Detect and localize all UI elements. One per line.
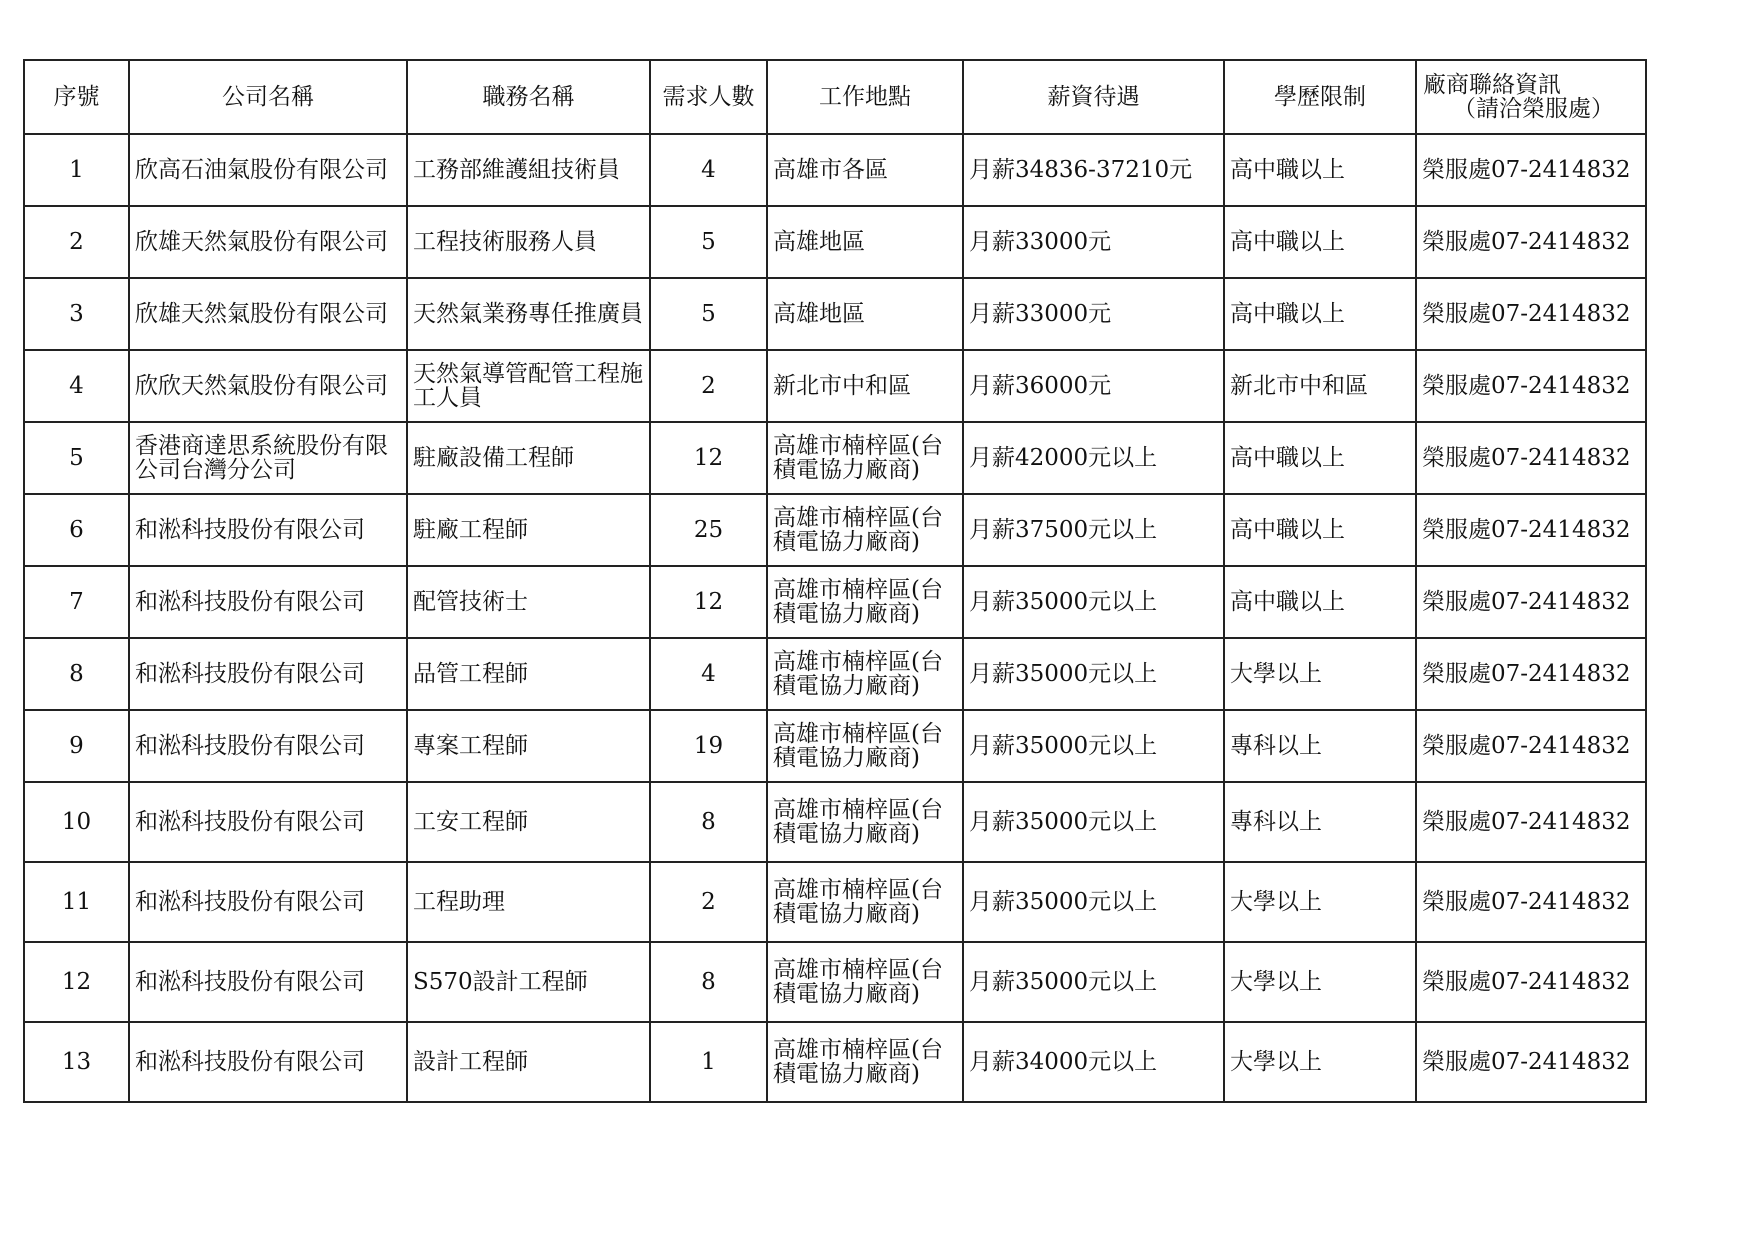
cell-title bbox=[407, 278, 650, 350]
cell-location bbox=[767, 638, 963, 710]
cell-contact-text: 榮服處07-2414832 bbox=[1422, 888, 1631, 915]
cell-title bbox=[407, 566, 650, 638]
cell-location bbox=[767, 566, 963, 638]
cell-location bbox=[767, 134, 963, 206]
cell-no-text: 10 bbox=[61, 808, 92, 835]
cell-location-text: 高雄市楠梓區(台積電協力廠商) bbox=[773, 796, 943, 847]
job-listing-table bbox=[23, 59, 1647, 1103]
cell-title bbox=[407, 862, 650, 942]
cell-contact bbox=[1416, 494, 1646, 566]
cell-count bbox=[650, 278, 767, 350]
cell-contact bbox=[1416, 862, 1646, 942]
cell-contact bbox=[1416, 710, 1646, 782]
cell-education-text: 大學以上 bbox=[1230, 660, 1322, 687]
table-row bbox=[24, 494, 1646, 566]
cell-contact bbox=[1416, 942, 1646, 1022]
cell-title bbox=[407, 494, 650, 566]
cell-contact bbox=[1416, 782, 1646, 862]
cell-company bbox=[129, 566, 407, 638]
cell-education bbox=[1224, 566, 1416, 638]
cell-education-text: 大學以上 bbox=[1230, 1048, 1322, 1075]
cell-no bbox=[24, 494, 129, 566]
cell-location-text: 高雄市楠梓區(台積電協力廠商) bbox=[773, 504, 943, 555]
cell-location bbox=[767, 862, 963, 942]
cell-no bbox=[24, 206, 129, 278]
cell-education bbox=[1224, 278, 1416, 350]
cell-salary bbox=[963, 1022, 1224, 1102]
cell-education-text: 大學以上 bbox=[1230, 888, 1322, 915]
cell-contact bbox=[1416, 134, 1646, 206]
cell-company-text: 和淞科技股份有限公司 bbox=[135, 1048, 365, 1075]
cell-count-text: 4 bbox=[701, 156, 716, 183]
cell-location bbox=[767, 206, 963, 278]
cell-salary bbox=[963, 494, 1224, 566]
cell-no bbox=[24, 782, 129, 862]
table-row bbox=[24, 422, 1646, 494]
table-row bbox=[24, 638, 1646, 710]
cell-no-text: 1 bbox=[69, 156, 84, 183]
cell-location bbox=[767, 710, 963, 782]
header-contact bbox=[1416, 60, 1646, 134]
cell-salary bbox=[963, 422, 1224, 494]
cell-contact bbox=[1416, 1022, 1646, 1102]
cell-count bbox=[650, 638, 767, 710]
cell-education-text: 高中職以上 bbox=[1230, 228, 1345, 255]
table-row bbox=[24, 134, 1646, 206]
cell-title bbox=[407, 206, 650, 278]
cell-salary bbox=[963, 942, 1224, 1022]
cell-location-text: 高雄地區 bbox=[773, 228, 865, 255]
cell-contact bbox=[1416, 278, 1646, 350]
table-row bbox=[24, 1022, 1646, 1102]
cell-contact-text: 榮服處07-2414832 bbox=[1422, 300, 1631, 327]
cell-contact-text: 榮服處07-2414832 bbox=[1422, 228, 1631, 255]
cell-salary-text: 月薪35000元以上 bbox=[969, 660, 1158, 687]
header-location: 工作地點 bbox=[767, 60, 963, 134]
cell-contact bbox=[1416, 206, 1646, 278]
cell-company-text: 和淞科技股份有限公司 bbox=[135, 808, 365, 835]
cell-count bbox=[650, 206, 767, 278]
cell-title-text: 工程技術服務人員 bbox=[413, 228, 597, 255]
cell-title-text: 工務部維護組技術員 bbox=[413, 156, 620, 183]
cell-company bbox=[129, 278, 407, 350]
cell-salary-text: 月薪35000元以上 bbox=[969, 888, 1158, 915]
cell-contact-text: 榮服處07-2414832 bbox=[1422, 156, 1631, 183]
cell-title-text: 工安工程師 bbox=[413, 808, 528, 835]
cell-title bbox=[407, 350, 650, 422]
cell-location-text: 高雄地區 bbox=[773, 300, 865, 327]
cell-contact-text: 榮服處07-2414832 bbox=[1422, 808, 1631, 835]
cell-title-text: 設計工程師 bbox=[413, 1048, 528, 1075]
cell-no-text: 2 bbox=[69, 228, 84, 255]
cell-salary-text: 月薪35000元以上 bbox=[969, 808, 1158, 835]
cell-contact bbox=[1416, 566, 1646, 638]
cell-location-text: 高雄市楠梓區(台積電協力廠商) bbox=[773, 432, 943, 483]
cell-count-text: 8 bbox=[701, 968, 716, 995]
cell-education bbox=[1224, 638, 1416, 710]
cell-title-text: 駐廠設備工程師 bbox=[413, 444, 574, 471]
table-row bbox=[24, 566, 1646, 638]
cell-title-text: 天然氣業務專任推廣員 bbox=[413, 300, 643, 327]
cell-company-text: 和淞科技股份有限公司 bbox=[135, 732, 365, 759]
cell-no bbox=[24, 862, 129, 942]
cell-count bbox=[650, 862, 767, 942]
cell-salary bbox=[963, 782, 1224, 862]
cell-salary bbox=[963, 710, 1224, 782]
cell-education bbox=[1224, 862, 1416, 942]
cell-count-text: 2 bbox=[701, 888, 716, 915]
cell-location-text: 高雄市楠梓區(台積電協力廠商) bbox=[773, 1036, 943, 1087]
header-salary: 薪資待遇 bbox=[963, 60, 1224, 134]
cell-company bbox=[129, 350, 407, 422]
header-contact-line2: （請洽榮服處） bbox=[1453, 96, 1614, 122]
job-rows bbox=[24, 134, 1646, 1102]
cell-company bbox=[129, 942, 407, 1022]
cell-location bbox=[767, 350, 963, 422]
cell-education-text: 專科以上 bbox=[1230, 808, 1322, 835]
cell-location-text: 新北市中和區 bbox=[773, 372, 911, 399]
cell-contact bbox=[1416, 350, 1646, 422]
cell-no-text: 11 bbox=[61, 888, 92, 915]
header-contact-line1: 廠商聯絡資訊 bbox=[1423, 71, 1561, 98]
cell-contact-text: 榮服處07-2414832 bbox=[1422, 660, 1631, 687]
cell-education-text: 高中職以上 bbox=[1230, 588, 1345, 615]
cell-education bbox=[1224, 134, 1416, 206]
cell-location-text: 高雄市楠梓區(台積電協力廠商) bbox=[773, 576, 943, 627]
cell-count bbox=[650, 942, 767, 1022]
cell-location-text: 高雄市楠梓區(台積電協力廠商) bbox=[773, 876, 943, 927]
cell-count bbox=[650, 422, 767, 494]
cell-title-text: 品管工程師 bbox=[413, 660, 528, 687]
cell-company-text: 和淞科技股份有限公司 bbox=[135, 660, 365, 687]
cell-education bbox=[1224, 710, 1416, 782]
cell-no-text: 5 bbox=[69, 444, 84, 471]
cell-salary bbox=[963, 134, 1224, 206]
cell-education-text: 高中職以上 bbox=[1230, 300, 1345, 327]
cell-company bbox=[129, 782, 407, 862]
cell-education bbox=[1224, 942, 1416, 1022]
cell-location bbox=[767, 278, 963, 350]
cell-contact bbox=[1416, 638, 1646, 710]
cell-no-text: 8 bbox=[69, 660, 84, 687]
header-company: 公司名稱 bbox=[129, 60, 407, 134]
cell-company-text: 香港商達思系統股份有限公司台灣分公司 bbox=[135, 432, 388, 483]
cell-no-text: 4 bbox=[69, 372, 84, 399]
cell-title-text: 天然氣導管配管工程施工人員 bbox=[413, 360, 643, 411]
cell-salary-text: 月薪34836-37210元 bbox=[969, 156, 1193, 183]
table-row bbox=[24, 710, 1646, 782]
cell-company-text: 和淞科技股份有限公司 bbox=[135, 968, 365, 995]
cell-count bbox=[650, 710, 767, 782]
cell-count bbox=[650, 782, 767, 862]
cell-no bbox=[24, 638, 129, 710]
cell-education bbox=[1224, 782, 1416, 862]
cell-salary-text: 月薪35000元以上 bbox=[969, 588, 1158, 615]
cell-location-text: 高雄市楠梓區(台積電協力廠商) bbox=[773, 720, 943, 771]
cell-company-text: 欣欣天然氣股份有限公司 bbox=[135, 372, 388, 399]
cell-company bbox=[129, 710, 407, 782]
header-no: 序號 bbox=[24, 60, 129, 134]
cell-no bbox=[24, 1022, 129, 1102]
cell-no bbox=[24, 350, 129, 422]
cell-count bbox=[650, 350, 767, 422]
cell-company-text: 和淞科技股份有限公司 bbox=[135, 516, 365, 543]
header-count: 需求人數 bbox=[650, 60, 767, 134]
cell-education bbox=[1224, 206, 1416, 278]
table-row bbox=[24, 942, 1646, 1022]
cell-education bbox=[1224, 350, 1416, 422]
cell-no bbox=[24, 278, 129, 350]
cell-no-text: 9 bbox=[69, 732, 84, 759]
table-row bbox=[24, 862, 1646, 942]
header-title: 職務名稱 bbox=[407, 60, 650, 134]
cell-count bbox=[650, 134, 767, 206]
cell-count-text: 2 bbox=[701, 372, 716, 399]
header-education: 學歷限制 bbox=[1224, 60, 1416, 134]
cell-title-text: S570設計工程師 bbox=[413, 968, 588, 995]
cell-company bbox=[129, 638, 407, 710]
cell-count-text: 8 bbox=[701, 808, 716, 835]
cell-location-text: 高雄市楠梓區(台積電協力廠商) bbox=[773, 956, 943, 1007]
cell-count-text: 1 bbox=[701, 1048, 716, 1075]
cell-title-text: 配管技術士 bbox=[413, 588, 528, 615]
cell-location bbox=[767, 1022, 963, 1102]
cell-company bbox=[129, 206, 407, 278]
cell-education-text: 高中職以上 bbox=[1230, 444, 1345, 471]
cell-education-text: 大學以上 bbox=[1230, 968, 1322, 995]
cell-no bbox=[24, 710, 129, 782]
header-row bbox=[24, 60, 1646, 134]
cell-salary-text: 月薪36000元 bbox=[969, 372, 1112, 399]
cell-contact-text: 榮服處07-2414832 bbox=[1422, 516, 1631, 543]
cell-title bbox=[407, 942, 650, 1022]
cell-location bbox=[767, 422, 963, 494]
cell-count-text: 5 bbox=[701, 228, 716, 255]
cell-education-text: 高中職以上 bbox=[1230, 516, 1345, 543]
cell-salary-text: 月薪35000元以上 bbox=[969, 968, 1158, 995]
cell-count bbox=[650, 1022, 767, 1102]
cell-count-text: 4 bbox=[701, 660, 716, 687]
cell-title bbox=[407, 1022, 650, 1102]
cell-education-text: 新北市中和區 bbox=[1230, 372, 1368, 399]
cell-company bbox=[129, 134, 407, 206]
cell-title bbox=[407, 638, 650, 710]
cell-salary-text: 月薪37500元以上 bbox=[969, 516, 1158, 543]
cell-salary-text: 月薪33000元 bbox=[969, 228, 1112, 255]
table-row bbox=[24, 350, 1646, 422]
cell-company-text: 和淞科技股份有限公司 bbox=[135, 588, 365, 615]
cell-title-text: 駐廠工程師 bbox=[413, 516, 528, 543]
cell-contact-text: 榮服處07-2414832 bbox=[1422, 1048, 1631, 1075]
cell-company-text: 欣雄天然氣股份有限公司 bbox=[135, 300, 388, 327]
cell-contact-text: 榮服處07-2414832 bbox=[1422, 444, 1631, 471]
cell-contact-text: 榮服處07-2414832 bbox=[1422, 732, 1631, 759]
cell-education-text: 高中職以上 bbox=[1230, 156, 1345, 183]
cell-title-text: 工程助理 bbox=[413, 888, 505, 915]
table-row bbox=[24, 206, 1646, 278]
cell-no bbox=[24, 942, 129, 1022]
cell-education bbox=[1224, 494, 1416, 566]
cell-no-text: 3 bbox=[69, 300, 84, 327]
cell-salary-text: 月薪42000元以上 bbox=[969, 444, 1158, 471]
cell-company bbox=[129, 1022, 407, 1102]
cell-education-text: 專科以上 bbox=[1230, 732, 1322, 759]
cell-company bbox=[129, 862, 407, 942]
cell-no bbox=[24, 134, 129, 206]
cell-no-text: 7 bbox=[69, 588, 84, 615]
cell-title-text: 專案工程師 bbox=[413, 732, 528, 759]
cell-count-text: 12 bbox=[693, 444, 724, 471]
job-listing-sheet bbox=[23, 59, 1647, 1103]
cell-salary-text: 月薪33000元 bbox=[969, 300, 1112, 327]
cell-location bbox=[767, 942, 963, 1022]
cell-company bbox=[129, 494, 407, 566]
table-row bbox=[24, 278, 1646, 350]
cell-count-text: 5 bbox=[701, 300, 716, 327]
cell-location-text: 高雄市楠梓區(台積電協力廠商) bbox=[773, 648, 943, 699]
cell-contact bbox=[1416, 422, 1646, 494]
cell-title bbox=[407, 134, 650, 206]
cell-salary-text: 月薪34000元以上 bbox=[969, 1048, 1158, 1075]
cell-no-text: 12 bbox=[61, 968, 92, 995]
cell-company-text: 和淞科技股份有限公司 bbox=[135, 888, 365, 915]
cell-count-text: 25 bbox=[693, 516, 724, 543]
cell-company bbox=[129, 422, 407, 494]
cell-company-text: 欣高石油氣股份有限公司 bbox=[135, 156, 388, 183]
cell-contact-text: 榮服處07-2414832 bbox=[1422, 968, 1631, 995]
cell-company-text: 欣雄天然氣股份有限公司 bbox=[135, 228, 388, 255]
cell-salary bbox=[963, 862, 1224, 942]
cell-title bbox=[407, 710, 650, 782]
cell-count bbox=[650, 566, 767, 638]
cell-location-text: 高雄市各區 bbox=[773, 156, 888, 183]
cell-no bbox=[24, 422, 129, 494]
cell-contact-text: 榮服處07-2414832 bbox=[1422, 588, 1631, 615]
cell-location bbox=[767, 494, 963, 566]
cell-education bbox=[1224, 422, 1416, 494]
cell-location bbox=[767, 782, 963, 862]
cell-salary bbox=[963, 278, 1224, 350]
cell-no-text: 6 bbox=[69, 516, 84, 543]
cell-salary bbox=[963, 638, 1224, 710]
table-row bbox=[24, 782, 1646, 862]
cell-salary bbox=[963, 206, 1224, 278]
cell-title bbox=[407, 782, 650, 862]
cell-no-text: 13 bbox=[61, 1048, 92, 1075]
cell-count-text: 19 bbox=[693, 732, 724, 759]
cell-title bbox=[407, 422, 650, 494]
cell-no bbox=[24, 566, 129, 638]
cell-salary bbox=[963, 566, 1224, 638]
cell-count bbox=[650, 494, 767, 566]
cell-contact-text: 榮服處07-2414832 bbox=[1422, 372, 1631, 399]
cell-education bbox=[1224, 1022, 1416, 1102]
cell-salary bbox=[963, 350, 1224, 422]
cell-salary-text: 月薪35000元以上 bbox=[969, 732, 1158, 759]
cell-count-text: 12 bbox=[693, 588, 724, 615]
